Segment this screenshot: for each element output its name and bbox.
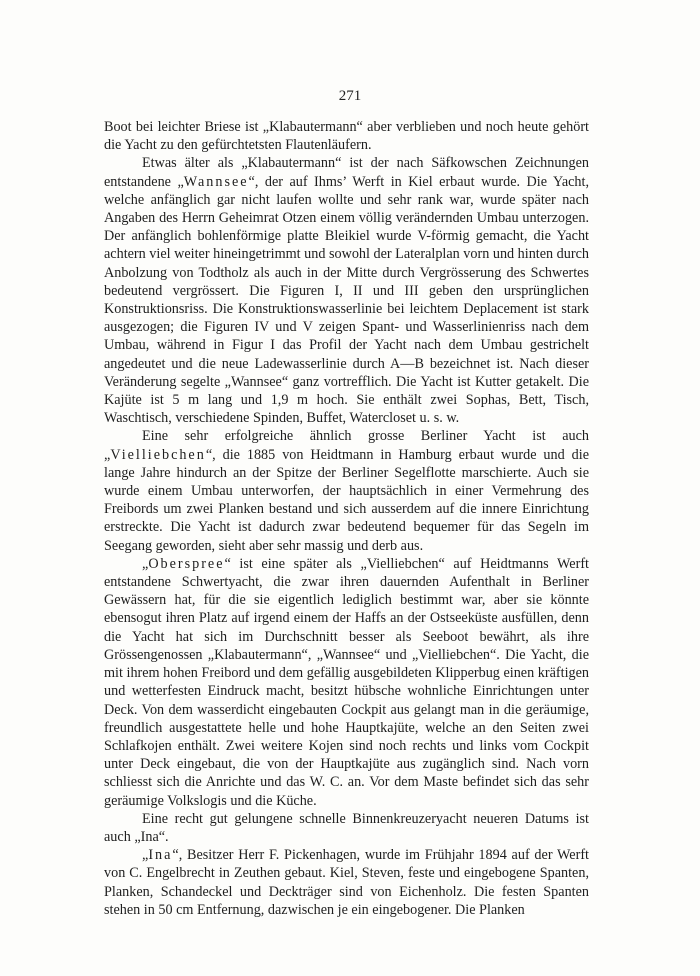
- paragraph: [104, 154, 589, 427]
- text-run: Etwas älter als „Klabautermann“ ist der nach Säfkowschen Zeichnungen entstandene „: [104, 155, 589, 190]
- paragraph: [104, 427, 589, 554]
- text-run: Boot bei leichter Briese ist „Klabautermann“ aber verblieben und noch heute gehört die Yacht zu den gefürchtetsten Flautenläufern.: [104, 119, 589, 154]
- page-number: 271: [338, 88, 362, 104]
- spaced-name: Vielliebchen: [110, 446, 206, 463]
- spaced-name: Oberspree: [148, 555, 225, 572]
- body-text: [104, 118, 589, 919]
- text-run: „: [142, 555, 149, 572]
- spaced-name: Wannsee: [183, 173, 249, 190]
- paragraph: [104, 846, 589, 919]
- paragraph: [104, 118, 589, 154]
- spaced-name: Ina: [148, 847, 173, 864]
- text-run: “ ist eine später als „Vielliebchen“ auf Heidtmanns Werft entstandene Schwertyacht, die zwar ihren dauernden Aufenthalt in Berliner Gewässern hat, für die sie eigentlich lediglich bestimmt war, aber sie könnte ebensogut ihren Platz auf irgend einem der Haffs an der Ostseeküste ausfüllen, denn die Yacht hat sich im Durchschnitt besser als Seeboot bewährt, als ihre Grössengenossen „Klabautermann“, „Wannsee“ und „Vielliebchen“. Die Yacht, die mit ihrem hohen Freibord und dem gefällig ausgebildeten Klipperbug einen kräftigen und wetterfesten Eindruck macht, besitzt hübsche wohnliche Einrichtungen unter Deck. Von dem wasserdicht eingebauten Cockpit aus gelangt man in die geräumige, freundlich ausgestattete helle und hohe Hauptkajüte, welche an den Seiten zwei Schlafkojen enthält. Zwei weitere Kojen sind noch rechts und links vom Cockpit unter Deck eingebaut, die von der Hauptkajüte aus zugänglich sind. Nach vorn schliesst sich die Anrichte und das W. C. an. Vor dem Maste befindet sich das sehr geräumige Volkslogis und die Küche.: [104, 555, 589, 809]
- text-run: Eine sehr erfolgreiche ähnlich grosse Berliner Yacht ist auch „: [104, 428, 589, 463]
- paragraph: [104, 555, 589, 810]
- text-run: “, die 1885 von Heidtmann in Hamburg erbaut wurde und die lange Jahre hindurch an der Spitze der Berliner Segelflotte marschierte. Auch sie wurde einem Umbau unterworfen, der hauptsächlich in einer Vermehrung des Freibords um zwei Planken bestand und sich ausserdem auf die innere Einrichtung erstreckte. Die Yacht ist dadurch zwar bedeutend bequemer für das Segeln im Seegang geworden, sieht aber sehr massig und derb aus.: [104, 446, 589, 554]
- text-run: “, der auf Ihms’ Werft in Kiel erbaut wurde. Die Yacht, welche anfänglich gar nicht laufen wollte und sehr rank war, wurde später nach Angaben des Herrn Geheimrat Otzen einem völlig verändernden Umbau unterzogen. Der anfänglich bohlenförmige platte Bleikiel wurde V-förmig gemacht, die Yacht achtern viel weiter hineingetrimmt und sowohl der Lateralplan vorn und hinten durch Anbolzung von Todtholz als auch in der Mitte durch Vergrösserung des Schwertes bedeutend vergrössert. Die Figuren I, II und III geben den ursprünglichen Konstruktionsriss. Die Konstruktionswasserlinie bei leichtem Deplacement ist stark ausgezogen; die Figuren IV und V zeigen Spant- und Wasserlinienriss nach dem Umbau, während in Figur I das Profil der Yacht nach dem Umbau gestrichelt angedeutet und die neue Ladewasserlinie durch A—B bezeichnet ist. Nach dieser Veränderung segelte „Wannsee“ ganz vortrefflich. Die Yacht ist Kutter getakelt. Die Kajüte ist 5 m lang und 1,9 m hoch. Sie enthält zwei Sophas, Bett, Tisch, Waschtisch, verschiedene Spinden, Buffet, Watercloset u. s. w.: [104, 173, 589, 427]
- text-run: “, Besitzer Herr F. Pickenhagen, wurde im Frühjahr 1894 auf der Werft von C. Engelbrecht in Zeuthen gebaut. Kiel, Steven, feste und eingebogene Spanten, Planken, Schandeckel und Deckträger sind von Eichenholz. Die festen Spanten stehen in 50 cm Entfernung, dazwischen je ein eingebogener. Die Planken: [104, 847, 589, 918]
- paragraph: [104, 810, 589, 846]
- text-run: Eine recht gut gelungene schnelle Binnenkreuzeryacht neueren Datums ist auch „Ina“.: [104, 810, 589, 845]
- text-run: „: [142, 847, 149, 864]
